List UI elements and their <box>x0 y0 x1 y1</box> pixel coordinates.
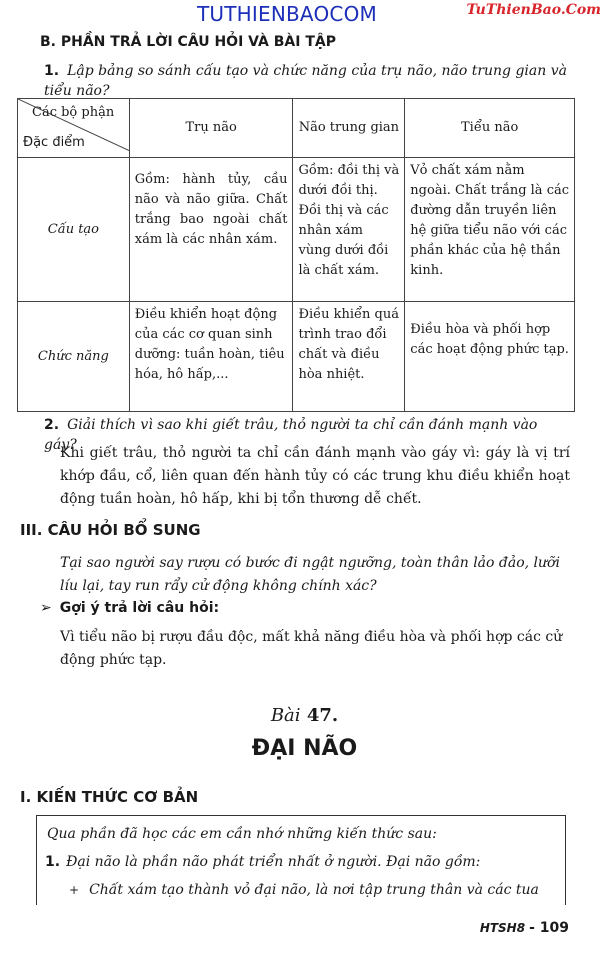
section-iii-heading: III. CÂU HỎI BỔ SUNG <box>20 521 201 539</box>
page-footer <box>480 920 569 936</box>
question-2-number: 2. <box>44 417 60 433</box>
answer-2: Khi giết trâu, thỏ người ta chỉ cần đánh mạnh vào gáy vì: gáy là vị trí khớp đầu, cổ, liên quan đến hành tủy có các trung khu điều khiển hoạt động tuần hoàn, hô hấp, khi bị tổn thương dễ chết. <box>60 445 570 507</box>
cell-tru-nao-chuc-nang: Điều khiển hoạt động của các cơ quan sinh dưỡng: tuần hoàn, tiêu hóa, hô hấp,... <box>129 302 293 412</box>
knowledge-intro: Qua phần đã học các em cần nhớ những kiến thức sau: <box>47 826 437 842</box>
lesson-number-value: 47. <box>306 705 339 726</box>
section-b-heading: B. PHẦN TRẢ LỜI CÂU HỎI VÀ BÀI TẬP <box>40 34 336 50</box>
knowledge-bullet-text: Chất xám tạo thành vỏ đại não, là nơi tập trung thân và các tua <box>89 882 539 898</box>
cell-nao-trung-gian-cau-tao: Gồm: đồi thị và dưới đồi thị. Đồi thị và các nhân xám vùng dưới đồi là chất xám. <box>293 158 405 302</box>
column-header-tieu-nao: Tiểu não <box>405 99 575 158</box>
corner-label-features: Đặc điểm <box>23 135 85 150</box>
table-corner-cell <box>18 99 130 158</box>
cell-tieu-nao-cau-tao: Vỏ chất xám nằm ngoài. Chất trắng là các đường dẫn truyền liên hệ giữa tiểu não với các phần khác của hệ thần kinh. <box>405 158 575 302</box>
answer-hint <box>40 600 219 616</box>
watermark-logo: TuThienBao.Com <box>466 2 601 18</box>
cell-tru-nao-cau-tao: Gồm: hành tủy, cầu não và não giữa. Chất trắng bao ngoài chất xám là các nhân xám. <box>129 158 293 302</box>
lesson-word: Bài <box>270 705 301 726</box>
section-i-heading: I. KIẾN THỨC CƠ BẢN <box>20 788 199 806</box>
question-1-number: 1. <box>44 63 60 79</box>
knowledge-item-1-number: 1. <box>45 854 61 870</box>
lesson-title: ĐẠI NÃO <box>251 736 358 761</box>
table-row-chuc-nang <box>18 302 575 412</box>
question-1-text: Lập bảng so sánh cấu tạo và chức năng của trụ não, não trung gian và tiểu não? <box>44 63 567 99</box>
knowledge-item-1 <box>45 848 565 876</box>
knowledge-bullet <box>47 876 565 904</box>
knowledge-item-1-text: Đại não là phần não phát triển nhất ở người. Đại não gồm: <box>66 854 481 870</box>
corner-label-parts: Các bộ phận <box>32 105 115 120</box>
table-row-cau-tao <box>18 158 575 302</box>
supplementary-question: Tại sao người say rượu có bước đi ngật ngưỡng, toàn thân lảo đảo, lưỡi líu lại, tay run rẩy cử động không chính xác? <box>60 555 560 594</box>
arrow-bullet-icon: ➢ <box>40 600 52 616</box>
book-code: HTSH8 <box>479 921 526 935</box>
comparison-table <box>17 98 575 412</box>
question-2-text: Giải thích vì sao khi giết trâu, thỏ người ta chỉ cần đánh mạnh vào gáy? <box>44 417 538 453</box>
table-header-row <box>18 99 575 158</box>
page-number: - 109 <box>529 920 569 936</box>
row-label-cau-tao: Cấu tạo <box>18 158 130 302</box>
row-label-chuc-nang: Chức năng <box>18 302 130 412</box>
answer-hint-label: Gợi ý trả lời câu hỏi: <box>59 600 220 616</box>
cell-nao-trung-gian-chuc-nang: Điều khiển quá trình trao đổi chất và điều hòa nhiệt. <box>293 302 405 412</box>
question-1 <box>44 61 574 101</box>
column-header-tru-nao: Trụ não <box>129 99 293 158</box>
knowledge-box <box>36 815 566 905</box>
cell-tieu-nao-chuc-nang: Điều hòa và phối hợp các hoạt động phức tạp. <box>405 302 575 412</box>
lesson-number <box>0 705 609 726</box>
supplementary-answer: Vì tiểu não bị rượu đầu độc, mất khả năng điều hòa và phối hợp các cử động phức tạp. <box>60 629 563 668</box>
column-header-nao-trung-gian: Não trung gian <box>293 99 405 158</box>
watermark-text: TUTHIENBAOCOM <box>197 2 377 26</box>
plus-bullet-icon: + <box>69 883 80 897</box>
